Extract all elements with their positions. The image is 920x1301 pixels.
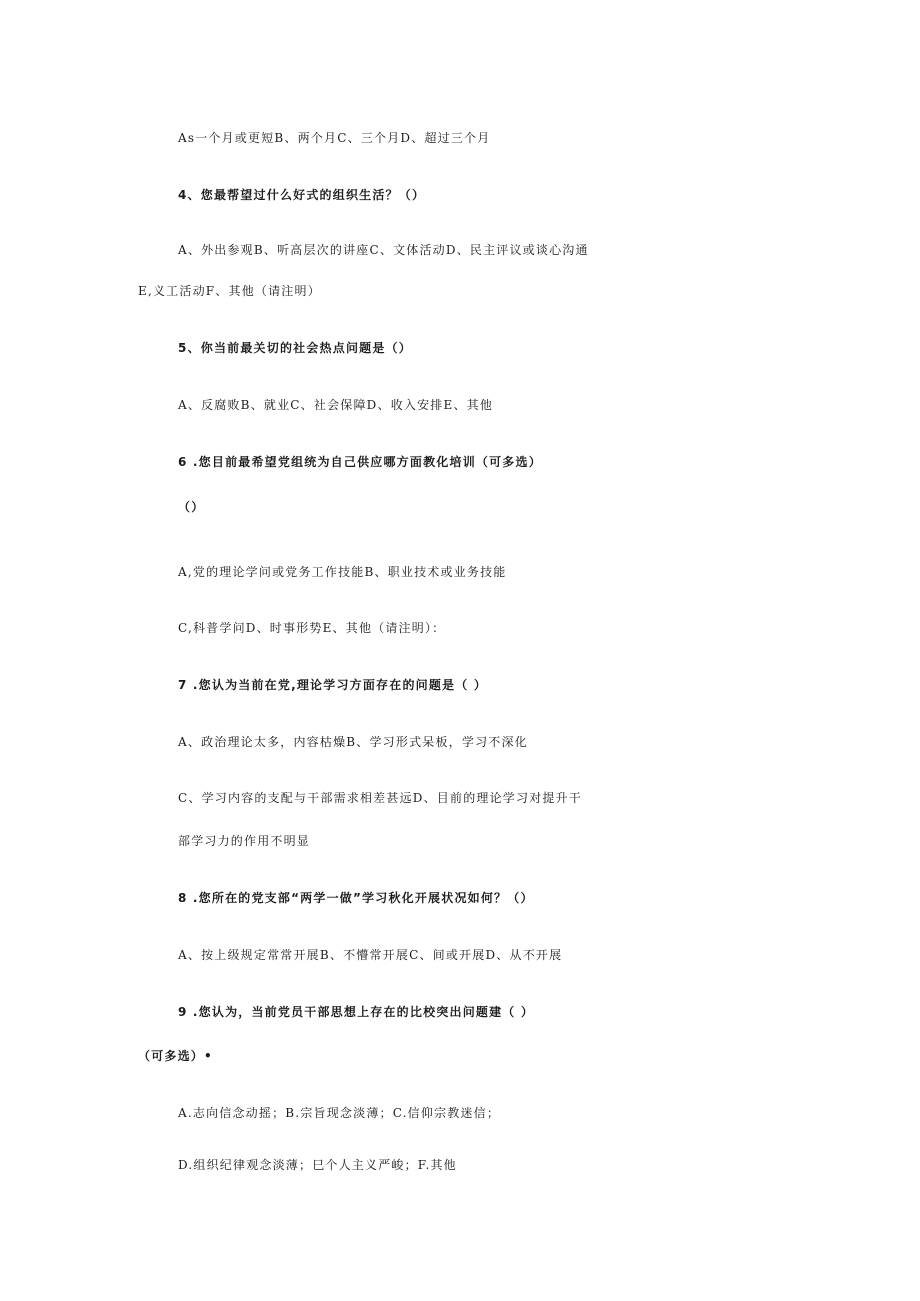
q8-question: 8 .您所在的党支部“两学一做”学习秋化开展状况如何？（） bbox=[178, 891, 534, 905]
q4-question: 4、您最帮望过什么好式的组织生活？（） bbox=[178, 188, 426, 202]
q9-question: 9 .您认为，当前党员干部思想上存在的比校突出问题建（ ） bbox=[178, 1005, 535, 1019]
q6-options-line-1: A,党的理论学问或党务工作技能B、职业技术或业务技能 bbox=[178, 565, 507, 579]
q9-multi-select-note: （可多选）• bbox=[138, 1049, 213, 1063]
q8-options: A、按上级规定常常开展B、不懵常开展C、间或开展D、从不开展 bbox=[178, 948, 563, 962]
q5-options: A、反腐败B、就业C、社会保障D、收入安排E、其他 bbox=[178, 398, 494, 412]
q5-question: 5、你当前最关切的社会热点问题是（） bbox=[178, 341, 412, 355]
q7-options-line-1: A、政治理论太多，内容枯燥B、学习形式呆板，学习不深化 bbox=[178, 735, 528, 749]
q7-options-line-2: C、学习内容的支配与干部需求相差甚远D、目前的理论学习对提升干 bbox=[178, 791, 583, 805]
q7-options-line-3: 部学习力的作用不明显 bbox=[178, 834, 311, 848]
q6-question-blank: （） bbox=[178, 500, 205, 514]
q6-options-line-2: C,科普学问D、时事形势E、其他（请注明）： bbox=[178, 621, 446, 635]
q7-question: 7 .您认为当前在党,理论学习方面存在的问题是（ ） bbox=[178, 678, 488, 692]
q9-options-line-2: D.组织纪律观念淡薄；巳个人主义严峻；F.其他 bbox=[178, 1158, 457, 1172]
q4-options-line-1: A、外出参观B、听高层次的讲座C、文体活动D、民主评议或谈心沟通 bbox=[178, 243, 589, 257]
q6-question: 6 .您目前最希望党组统为自己供应哪方面教化培训（可多选） bbox=[178, 455, 542, 469]
q4-options-line-2: E,义工活动F、其他（请注明） bbox=[138, 284, 321, 298]
q9-options-line-1: A.志向信念动摇；B.宗旨现念淡薄；C.信仰宗教迷信； bbox=[178, 1106, 501, 1120]
q3-options: As一个月或更短B、两个月C、三个月D、超过三个月 bbox=[178, 131, 491, 145]
